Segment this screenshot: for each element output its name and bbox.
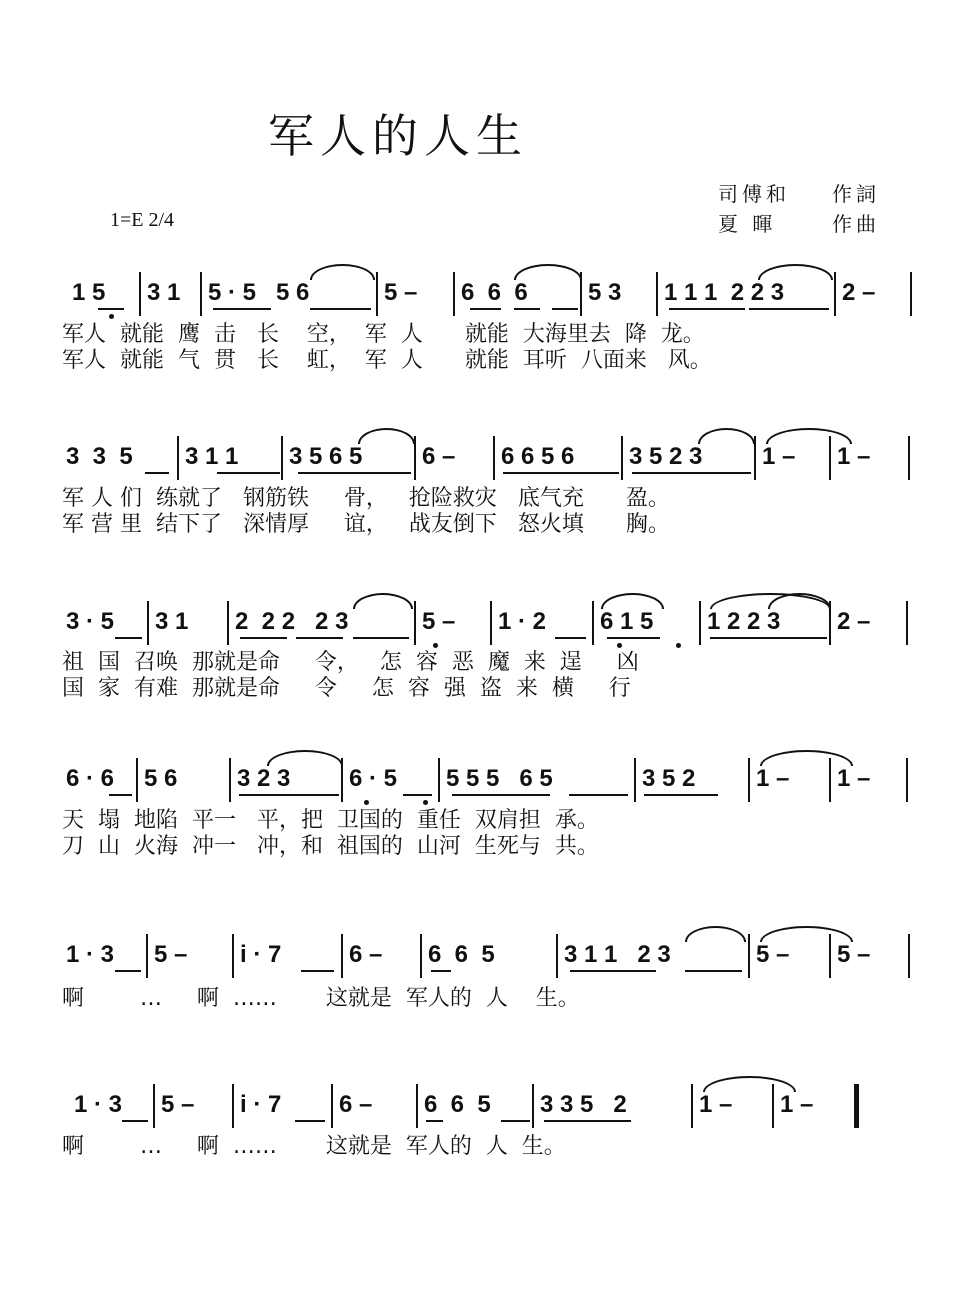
note-underline [644,794,718,796]
slur-mark [758,264,833,280]
measure-notes: 5 6 [144,765,178,792]
lyric-line: 军人 就能 气 贯 长 虹， 军 人 就能 耳听 八面来 风。 [62,348,712,373]
slur-mark [310,264,376,280]
measure-notes: 1 5 [72,279,106,306]
bar-line [592,601,594,645]
note-underline [353,637,409,639]
measure-notes: 1 · 3 [74,1091,123,1118]
slur-mark [766,428,853,444]
measure-notes: 5 – [756,941,790,968]
bar-line [416,1084,418,1128]
slur-mark [685,926,747,942]
slur-mark [514,264,582,280]
measure-notes: 6 – [349,941,383,968]
octave-dot [433,643,438,648]
bar-line [656,272,658,316]
measure-notes: 3 · 5 [66,608,115,635]
bar-line [834,272,836,316]
measure-notes: 3 1 [155,608,189,635]
measure-notes: 3 1 [147,279,181,306]
bar-line [691,1084,693,1128]
bar-line [634,758,636,802]
slur-mark [267,750,344,766]
measure-notes: 3 1 1 [185,443,239,470]
measure-notes: 6 6 5 6 [501,443,575,470]
measure-notes: 6 6 6 [461,279,528,306]
measure-notes: 1 · 3 [66,941,115,968]
slur-mark [760,926,853,942]
note-underline [122,1120,148,1122]
lyric-line: 刀 山 火海 冲一 冲，和 祖国的 山河 生死与 共。 [62,834,599,859]
bar-line [227,601,229,645]
lyric-line: 军 营 里 结下了 深情厚 谊， 战友倒下 怒火填 胸。 [62,512,670,537]
bar-line [281,436,283,480]
bar-line [177,436,179,480]
note-underline [431,970,451,972]
bar-line [232,1084,234,1128]
bar-line [341,934,343,978]
measure-notes: 2 – [842,279,876,306]
bar-line [146,934,148,978]
song-title: 军人的人生 [268,109,528,163]
measure-notes: 6 – [422,443,456,470]
bar-line [490,601,492,645]
note-underline [403,794,432,796]
measure-notes: 3 1 1 2 3 [564,941,671,968]
lyric-line: 祖 国 召唤 那就是命 令， 怎 容 恶 魔 来 逞 凶 [62,650,639,675]
note-underline [749,308,829,310]
note-underline [552,308,577,310]
measure-notes: 2 2 2 2 3 [235,608,349,635]
bar-line [139,272,141,316]
measure-notes: 1 – [699,1091,733,1118]
bar-line [376,272,378,316]
bar-line [854,1084,859,1128]
composer-name: 夏 暉 [718,212,777,236]
bar-line [493,436,495,480]
note-underline [217,472,279,474]
bar-line [908,934,910,978]
slur-mark [358,428,415,444]
lyricist-name: 司傅和 [718,182,790,206]
lyric-line: 军 人 们 练就了 钢筋铁 骨， 抢险救灾 底气充 盈。 [62,486,670,511]
lyric-line: 啊 … 啊 …… 这就是 军人的 人 生。 [62,986,580,1011]
measure-notes: 6 1 5 [600,608,654,635]
lyric-line: 啊 … 啊 …… 这就是 军人的 人 生。 [62,1134,566,1159]
bar-line [748,758,750,802]
bar-line [556,934,558,978]
measure-notes: 1 – [780,1091,814,1118]
bar-line [910,272,912,316]
measure-notes: 5 – [384,279,418,306]
note-underline [685,970,743,972]
bar-line [532,1084,534,1128]
note-underline [632,472,752,474]
note-underline [569,794,628,796]
note-underline [239,794,340,796]
note-underline [213,308,271,310]
bar-line [453,272,455,316]
measure-notes: 1 · 2 [498,608,547,635]
bar-line [136,758,138,802]
bar-line [906,601,908,645]
lyricist-role: 作詞 [832,182,880,206]
measure-notes: i · 7 [240,941,282,968]
note-underline [555,637,586,639]
measure-notes: 2 – [837,608,871,635]
measure-notes: 5 5 5 6 5 [446,765,553,792]
slur-mark [703,1076,796,1092]
bar-line [908,436,910,480]
note-underline [310,308,372,310]
bar-line [699,601,701,645]
note-underline [115,970,141,972]
note-underline [570,970,656,972]
octave-dot [364,800,369,805]
note-underline [109,794,132,796]
bar-line [438,758,440,802]
measure-notes: 3 3 5 [66,443,133,470]
slur-mark [353,593,413,609]
bar-line [414,601,416,645]
measure-notes: 3 2 3 [237,765,291,792]
bar-line [232,934,234,978]
bar-line [621,436,623,480]
note-underline [145,472,169,474]
slur-mark [760,750,853,766]
note-underline [710,637,827,639]
note-underline [301,970,334,972]
slur-mark [698,428,755,444]
measure-notes: 1 – [756,765,790,792]
measure-notes: 5 – [161,1091,195,1118]
note-underline [298,472,411,474]
note-underline [240,637,287,639]
note-underline [452,794,550,796]
measure-notes: 6 6 5 [424,1091,491,1118]
note-underline [295,1120,325,1122]
bar-line [331,1084,333,1128]
octave-dot [109,314,114,319]
measure-notes: 1 – [837,765,871,792]
note-underline [669,308,746,310]
note-underline [607,637,661,639]
octave-dot [676,643,681,648]
measure-notes: 5 · 5 5 6 [208,279,310,306]
octave-dot [423,800,428,805]
key-signature: 1=E 2/4 [110,209,175,231]
bar-line [229,758,231,802]
bar-line [420,934,422,978]
lyric-line: 天 塌 地陷 平一 平，把 卫国的 重任 双肩担 承。 [62,808,599,833]
lyric-line: 国 家 有难 那就是命 令 怎 容 强 盗 来 横 行 [62,676,631,701]
measure-notes: 1 – [837,443,871,470]
measure-notes: 5 – [422,608,456,635]
note-underline [501,1120,530,1122]
composer-role: 作曲 [832,212,880,236]
bar-line [200,272,202,316]
measure-notes: 6 · 5 [349,765,398,792]
measure-notes: 5 3 [588,279,622,306]
measure-notes: 3 5 2 [642,765,696,792]
measure-notes: 3 3 5 2 [540,1091,627,1118]
note-underline [296,637,343,639]
measure-notes: 6 6 5 [428,941,495,968]
measure-notes: 6 – [339,1091,373,1118]
bar-line [748,934,750,978]
note-underline [426,1120,443,1122]
slur-mark [601,593,664,609]
measure-notes: 1 2 2 3 [707,608,781,635]
note-underline [544,1120,631,1122]
note-underline [115,637,142,639]
note-underline [98,308,124,310]
measure-notes: 6 · 6 [66,765,115,792]
bar-line [153,1084,155,1128]
measure-notes: 3 5 2 3 [629,443,703,470]
lyric-line: 军人 就能 鹰 击 长 空， 军 人 就能 大海里去 降 龙。 [62,322,705,347]
note-underline [503,472,618,474]
measure-notes: 5 – [837,941,871,968]
bar-line [147,601,149,645]
measure-notes: 5 – [154,941,188,968]
measure-notes: 1 1 1 2 2 3 [664,279,785,306]
bar-line [906,758,908,802]
measure-notes: 3 5 6 5 [289,443,363,470]
note-underline [514,308,539,310]
measure-notes: 1 – [762,443,796,470]
octave-dot [617,643,622,648]
note-underline [470,308,502,310]
measure-notes: i · 7 [240,1091,282,1118]
